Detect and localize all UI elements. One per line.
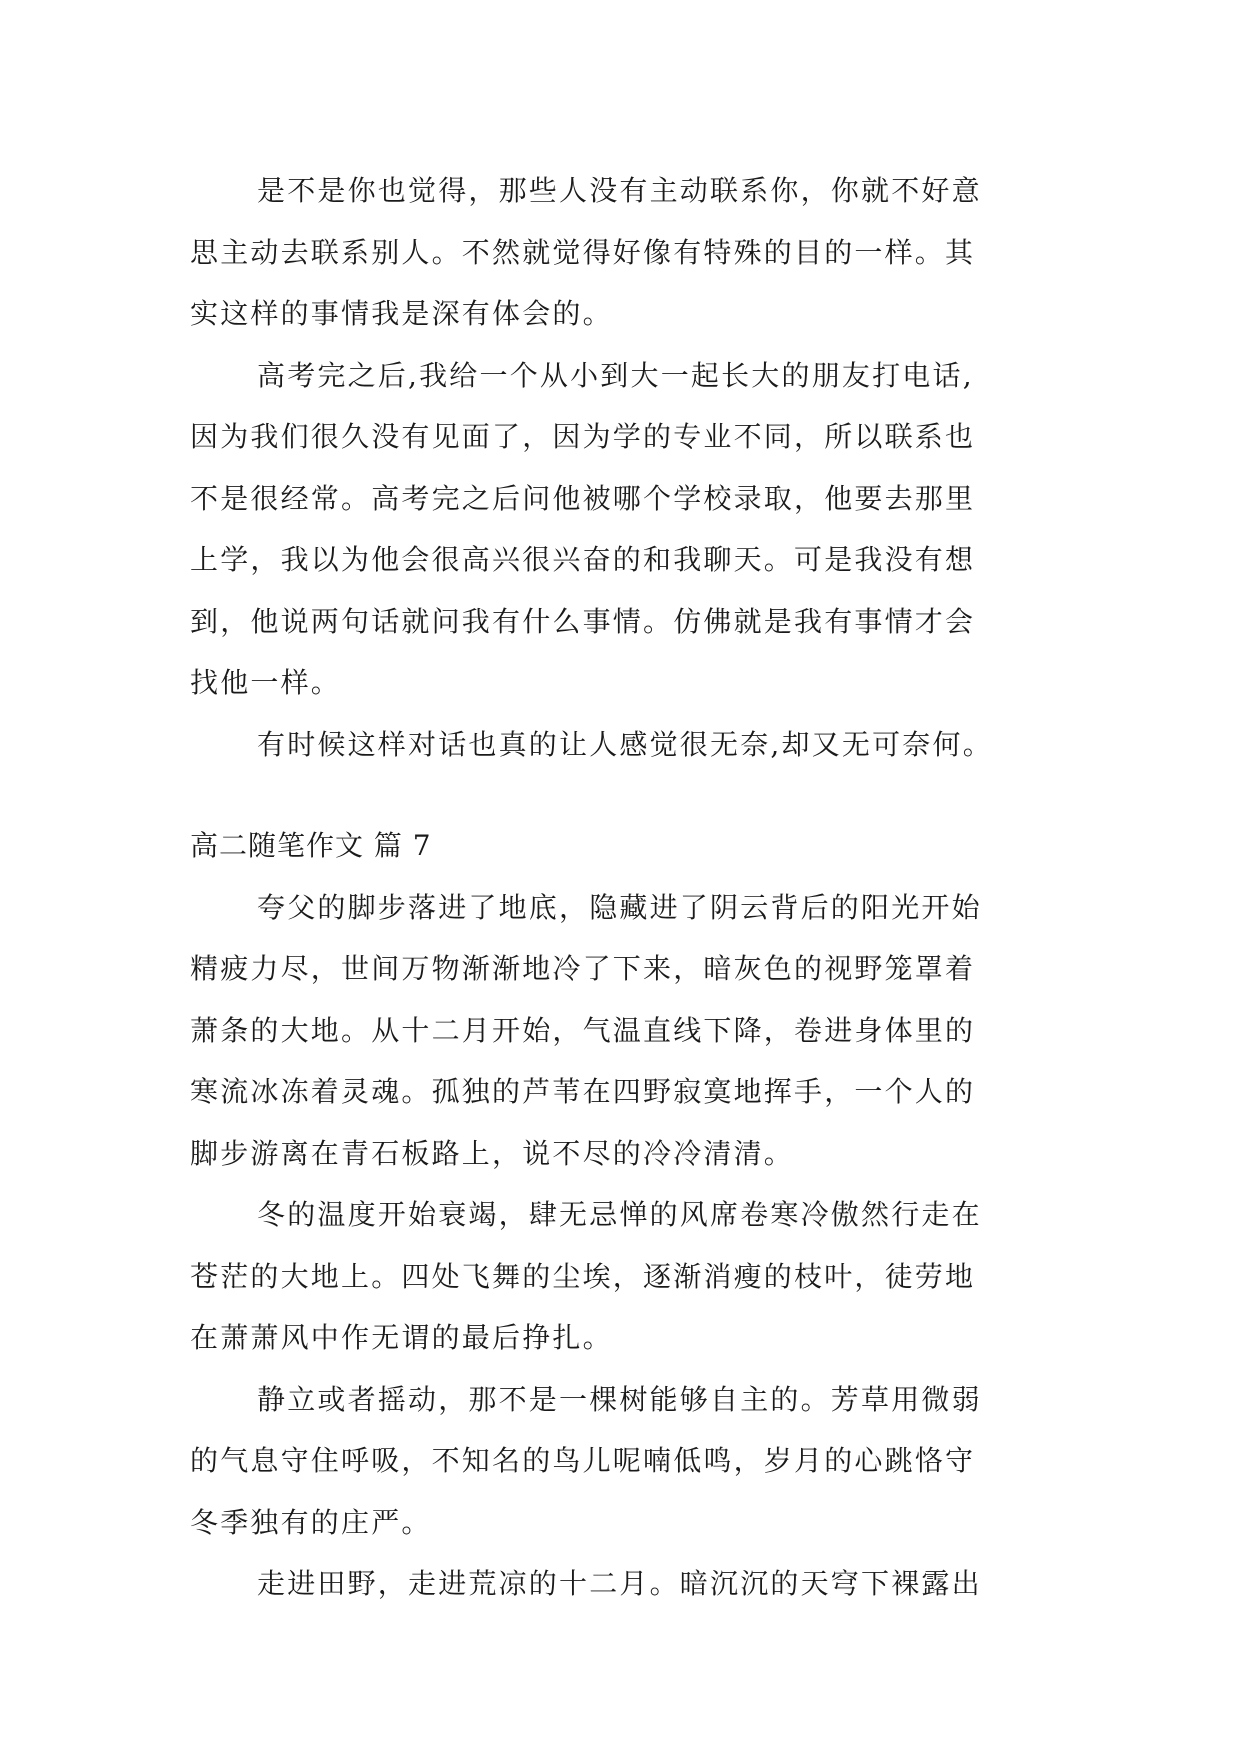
paragraph xyxy=(190,345,1058,714)
text-line: 在萧萧风中作无谓的最后挣扎。 xyxy=(190,1321,613,1354)
text-line: 寒流冰冻着灵魂。孤独的芦苇在四野寂寞地挥手，一个人的 xyxy=(190,1075,976,1108)
text-line: 有时候这样对话也真的让人感觉很无奈,却又无可奈何。 xyxy=(257,727,993,761)
paragraph xyxy=(190,877,1058,1185)
paragraph xyxy=(190,1184,1058,1369)
text-line: 实这样的事情我是深有体会的。 xyxy=(190,297,613,330)
paragraph xyxy=(190,714,1058,776)
text-line: 是不是你也觉得，那些人没有主动联系你，你就不好意 xyxy=(257,174,982,207)
text-line: 不是很经常。高考完之后问他被哪个学校录取，他要去那里 xyxy=(190,481,976,515)
text-line: 的气息守住呼吸，不知名的鸟儿呢喃低鸣，岁月的心跳恪守 xyxy=(190,1444,976,1477)
text-line: 静立或者摇动，那不是一棵树能够自主的。芳草用微弱 xyxy=(257,1382,982,1416)
paragraph xyxy=(190,160,1058,345)
document-body xyxy=(190,160,1058,1615)
text-line: 苍茫的大地上。四处飞舞的尘埃，逐渐消瘦的枝叶，徒劳地 xyxy=(190,1259,976,1293)
text-line: 走进田野，走进荒凉的十二月。暗沉沉的天穹下裸露出 xyxy=(257,1567,982,1600)
section-heading: 高二随笔作文 篇 7 xyxy=(190,829,432,862)
text-line: 萧条的大地。从十二月开始，气温直线下降，卷进身体里的 xyxy=(190,1013,976,1047)
text-line: 精疲力尽，世间万物渐渐地冷了下来，暗灰色的视野笼罩着 xyxy=(190,952,976,985)
text-line: 冬季独有的庄严。 xyxy=(190,1505,432,1539)
text-line: 脚步游离在青石板路上，说不尽的冷冷清清。 xyxy=(190,1136,795,1170)
text-line: 思主动去联系别人。不然就觉得好像有特殊的目的一样。其 xyxy=(190,235,976,269)
text-line: 高考完之后,我给一个从小到大一起长大的朋友打电话, xyxy=(257,358,974,392)
text-line: 上学，我以为他会很高兴很兴奋的和我聊天。可是我没有想 xyxy=(190,543,976,576)
paragraph xyxy=(190,1369,1058,1554)
text-line: 找他一样。 xyxy=(190,666,342,699)
paragraph xyxy=(190,1553,1058,1615)
text-line: 冬的温度开始衰竭，肆无忌惮的风席卷寒冷傲然行走在 xyxy=(257,1198,982,1231)
text-line: 到，他说两句话就问我有什么事情。仿佛就是我有事情才会 xyxy=(190,604,976,638)
section-gap xyxy=(190,775,1058,815)
text-line: 夸父的脚步落进了地底，隐藏进了阴云背后的阳光开始 xyxy=(257,890,982,924)
text-line: 因为我们很久没有见面了，因为学的专业不同，所以联系也 xyxy=(190,420,976,453)
